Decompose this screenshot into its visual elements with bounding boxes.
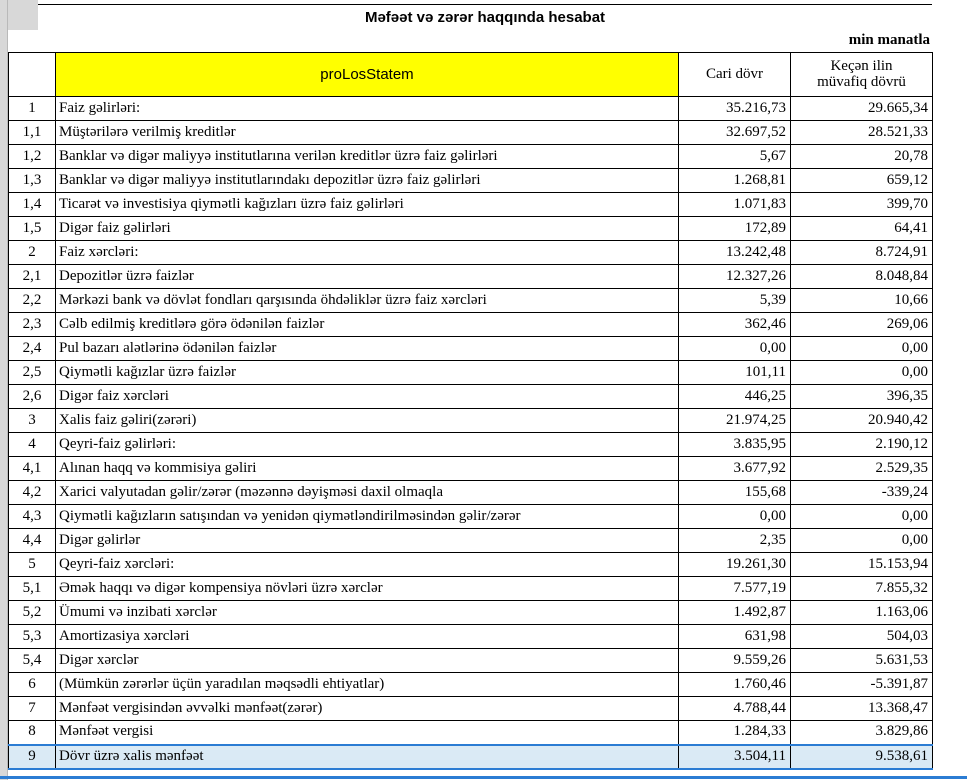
row-label-cell[interactable]: Qiymətli kağızların satışından və yenidən qiymətləndirilməsindən gəlir/zərər	[56, 505, 679, 529]
table-row	[9, 337, 933, 361]
selection-bottom-line	[0, 776, 967, 779]
current-period-cell[interactable]: 172,89	[679, 217, 791, 241]
row-number-cell[interactable]: 5,1	[9, 577, 56, 601]
previous-period-cell[interactable]: 2.529,35	[791, 457, 933, 481]
row-number-cell[interactable]: 2,1	[9, 265, 56, 289]
row-label-cell[interactable]: Qiymətli kağızlar üzrə faizlər	[56, 361, 679, 385]
row-number-cell[interactable]: 2	[9, 241, 56, 265]
previous-period-cell[interactable]: 13.368,47	[791, 697, 933, 721]
current-period-cell[interactable]: 13.242,48	[679, 241, 791, 265]
previous-period-cell[interactable]: 8.048,84	[791, 265, 933, 289]
row-label-cell[interactable]: Mərkəzi bank və dövlət fondları qarşısında öhdəliklər üzrə faiz xərcləri	[56, 289, 679, 313]
previous-period-cell[interactable]: 64,41	[791, 217, 933, 241]
row-number-cell[interactable]: 4,3	[9, 505, 56, 529]
previous-period-cell[interactable]: 0,00	[791, 529, 933, 553]
table-body	[9, 97, 933, 769]
current-period-cell[interactable]: 1.071,83	[679, 193, 791, 217]
table-row	[9, 241, 933, 265]
row-number-cell[interactable]: 1,3	[9, 169, 56, 193]
table-row	[9, 553, 933, 577]
row-number-cell[interactable]: 5,3	[9, 625, 56, 649]
table-row	[9, 121, 933, 145]
row-number-cell[interactable]: 1,4	[9, 193, 56, 217]
current-period-cell[interactable]: 631,98	[679, 625, 791, 649]
table-row	[9, 625, 933, 649]
current-period-cell[interactable]: 19.261,30	[679, 553, 791, 577]
table-row	[9, 649, 933, 673]
row-label-cell[interactable]: Əmək haqqı və digər kompensiya növləri üzrə xərclər	[56, 577, 679, 601]
previous-period-cell[interactable]: 28.521,33	[791, 121, 933, 145]
table-row	[9, 721, 933, 745]
previous-period-cell[interactable]: 5.631,53	[791, 649, 933, 673]
row-number-cell[interactable]: 1	[9, 97, 56, 121]
row-number-cell[interactable]: 2,2	[9, 289, 56, 313]
row-number-cell[interactable]: 2,5	[9, 361, 56, 385]
row-label-cell[interactable]: Ümumi və inzibati xərclər	[56, 601, 679, 625]
previous-period-cell[interactable]: -5.391,87	[791, 673, 933, 697]
row-number-cell[interactable]: 2,6	[9, 385, 56, 409]
header-previous-period-cell[interactable]	[791, 53, 933, 97]
table-row	[9, 169, 933, 193]
row-number-cell[interactable]: 4	[9, 433, 56, 457]
row-label-cell[interactable]: Digər faiz gəlirləri	[56, 217, 679, 241]
table-row	[9, 313, 933, 337]
previous-period-cell[interactable]: 10,66	[791, 289, 933, 313]
previous-period-cell[interactable]: 20,78	[791, 145, 933, 169]
previous-period-cell[interactable]: 3.829,86	[791, 721, 933, 745]
header-previous-period-line2: müvafiq dövrü	[817, 73, 906, 90]
table-row	[9, 433, 933, 457]
row-number-cell[interactable]: 4,1	[9, 457, 56, 481]
header-empty-cell[interactable]	[9, 53, 56, 97]
row-number-cell[interactable]: 3	[9, 409, 56, 433]
row-label-cell[interactable]: Müştərilərə verilmiş kreditlər	[56, 121, 679, 145]
table-row	[9, 505, 933, 529]
row-label-cell[interactable]: Faiz gəlirləri:	[56, 97, 679, 121]
row-number-cell[interactable]: 8	[9, 721, 56, 745]
current-period-cell[interactable]: 4.788,44	[679, 697, 791, 721]
profit-loss-table	[8, 52, 933, 770]
current-period-cell[interactable]: 1.268,81	[679, 169, 791, 193]
table-row	[9, 361, 933, 385]
header-row	[9, 53, 933, 97]
row-number-cell[interactable]: 7	[9, 697, 56, 721]
previous-period-cell[interactable]: 0,00	[791, 505, 933, 529]
current-period-cell[interactable]: 7.577,19	[679, 577, 791, 601]
current-period-cell[interactable]: 12.327,26	[679, 265, 791, 289]
header-previous-period-line1: Keçən ilin	[830, 57, 893, 74]
row-number-cell[interactable]: 1,1	[9, 121, 56, 145]
row-label-cell[interactable]: Amortizasiya xərcləri	[56, 625, 679, 649]
current-period-cell[interactable]: 9.559,26	[679, 649, 791, 673]
current-period-cell[interactable]: 3.835,95	[679, 433, 791, 457]
previous-period-cell[interactable]: 659,12	[791, 169, 933, 193]
table-row	[9, 385, 933, 409]
current-period-cell[interactable]: 1.492,87	[679, 601, 791, 625]
previous-period-cell[interactable]: 0,00	[791, 337, 933, 361]
table-row	[9, 673, 933, 697]
current-period-cell[interactable]: 21.974,25	[679, 409, 791, 433]
row-label-cell[interactable]: Depozitlər üzrə faizlər	[56, 265, 679, 289]
row-number-cell[interactable]: 5,2	[9, 601, 56, 625]
row-label-cell[interactable]: Banklar və digər maliyyə institutlarına verilən kreditlər üzrə faiz gəlirləri	[56, 145, 679, 169]
current-period-cell[interactable]: 1.284,33	[679, 721, 791, 745]
row-label-cell[interactable]: Cəlb edilmiş kreditlərə görə ödənilən faizlər	[56, 313, 679, 337]
row-number-cell[interactable]: 1,5	[9, 217, 56, 241]
row-number-cell[interactable]: 4,4	[9, 529, 56, 553]
table-row	[9, 481, 933, 505]
table-row	[9, 193, 933, 217]
current-period-cell[interactable]: 0,00	[679, 505, 791, 529]
row-number-cell[interactable]: 2,4	[9, 337, 56, 361]
current-period-cell[interactable]: 35.216,73	[679, 97, 791, 121]
row-number-cell[interactable]: 6	[9, 673, 56, 697]
current-period-cell[interactable]: 446,25	[679, 385, 791, 409]
previous-period-cell[interactable]: 0,00	[791, 361, 933, 385]
previous-period-cell[interactable]: 15.153,94	[791, 553, 933, 577]
row-label-cell[interactable]: (Mümkün zərərlər üçün yaradılan məqsədli ehtiyatlar)	[56, 673, 679, 697]
row-number-cell[interactable]: 1,2	[9, 145, 56, 169]
table-row	[9, 97, 933, 121]
row-number-cell[interactable]: 5,4	[9, 649, 56, 673]
previous-period-cell[interactable]: 2.190,12	[791, 433, 933, 457]
previous-period-cell[interactable]: 9.538,61	[791, 745, 933, 769]
unit-label[interactable]: min manatla	[848, 32, 930, 48]
row-label-cell[interactable]: Digər xərclər	[56, 649, 679, 673]
current-period-cell[interactable]: 5,67	[679, 145, 791, 169]
row-label-cell[interactable]: Ticarət və investisiya qiymətli kağızları üzrə faiz gəlirləri	[56, 193, 679, 217]
current-period-cell[interactable]: 155,68	[679, 481, 791, 505]
row-number-cell[interactable]: 2,3	[9, 313, 56, 337]
previous-period-cell[interactable]: 7.855,32	[791, 577, 933, 601]
row-label-cell[interactable]: Xarici valyutadan gəlir/zərər (məzənnə dəyişməsi daxil olmaqla	[56, 481, 679, 505]
table-row	[9, 697, 933, 721]
previous-period-cell[interactable]: 20.940,42	[791, 409, 933, 433]
table-row	[9, 145, 933, 169]
table-row	[9, 601, 933, 625]
table-row	[9, 577, 933, 601]
sheet-left-edge	[0, 0, 8, 780]
sheet-corner-block	[8, 0, 38, 30]
row-label-cell[interactable]: Mənfəət vergisi	[56, 721, 679, 745]
table-row	[9, 289, 933, 313]
report-title[interactable]: Məfəət və zərər haqqında hesabat	[38, 4, 932, 29]
table-row	[9, 745, 933, 769]
previous-period-cell[interactable]: 29.665,34	[791, 97, 933, 121]
row-label-cell[interactable]: Qeyri-faiz xərcləri:	[56, 553, 679, 577]
previous-period-cell[interactable]: 269,06	[791, 313, 933, 337]
current-period-cell[interactable]: 32.697,52	[679, 121, 791, 145]
row-label-cell[interactable]: Digər gəlirlər	[56, 529, 679, 553]
current-period-cell[interactable]: 5,39	[679, 289, 791, 313]
current-period-cell[interactable]: 362,46	[679, 313, 791, 337]
row-label-cell[interactable]: Alınan haqq və kommisiya gəliri	[56, 457, 679, 481]
previous-period-cell[interactable]: 396,35	[791, 385, 933, 409]
previous-period-cell[interactable]: -339,24	[791, 481, 933, 505]
header-current-period-cell[interactable]: Cari dövr	[679, 53, 791, 97]
row-label-cell[interactable]: Mənfəət vergisindən əvvəlki mənfəət(zərər)	[56, 697, 679, 721]
row-number-cell[interactable]: 5	[9, 553, 56, 577]
previous-period-cell[interactable]: 1.163,06	[791, 601, 933, 625]
row-number-cell[interactable]: 4,2	[9, 481, 56, 505]
table-row	[9, 529, 933, 553]
row-label-cell[interactable]: Digər faiz xərcləri	[56, 385, 679, 409]
table-row	[9, 217, 933, 241]
row-label-cell[interactable]: Pul bazarı alətlərinə ödənilən faizlər	[56, 337, 679, 361]
header-statement-name-cell[interactable]: proLosStatem	[56, 53, 679, 97]
table-row	[9, 265, 933, 289]
current-period-cell[interactable]: 2,35	[679, 529, 791, 553]
previous-period-cell[interactable]: 8.724,91	[791, 241, 933, 265]
current-period-cell[interactable]: 1.760,46	[679, 673, 791, 697]
table-row	[9, 409, 933, 433]
row-label-cell[interactable]: Faiz xərcləri:	[56, 241, 679, 265]
previous-period-cell[interactable]: 399,70	[791, 193, 933, 217]
table-row	[9, 457, 933, 481]
current-period-cell[interactable]: 3.677,92	[679, 457, 791, 481]
current-period-cell[interactable]: 0,00	[679, 337, 791, 361]
current-period-cell[interactable]: 101,11	[679, 361, 791, 385]
row-label-cell[interactable]: Xalis faiz gəliri(zərəri)	[56, 409, 679, 433]
row-number-cell[interactable]: 9	[9, 745, 56, 769]
row-label-cell[interactable]: Dövr üzrə xalis mənfəət	[56, 745, 679, 769]
row-label-cell[interactable]: Qeyri-faiz gəlirləri:	[56, 433, 679, 457]
current-period-cell[interactable]: 3.504,11	[679, 745, 791, 769]
previous-period-cell[interactable]: 504,03	[791, 625, 933, 649]
row-label-cell[interactable]: Banklar və digər maliyyə institutlarındakı depozitlər üzrə faiz gəlirləri	[56, 169, 679, 193]
